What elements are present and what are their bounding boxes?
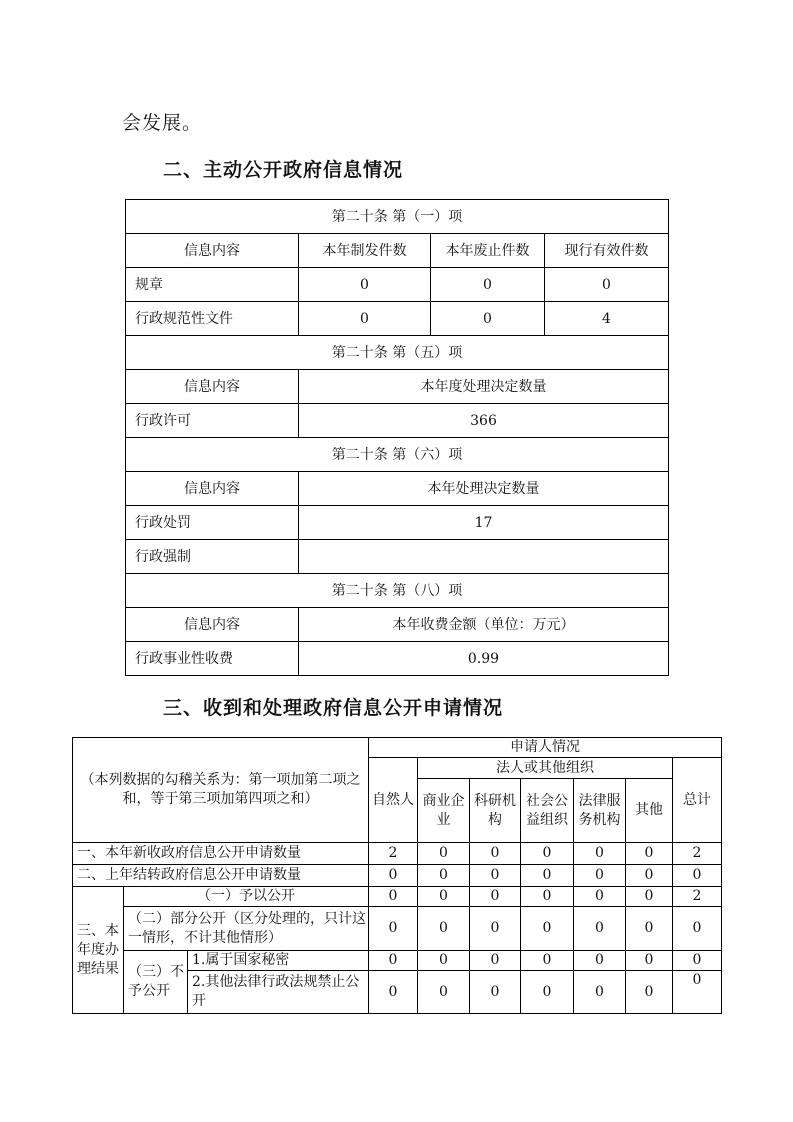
cell-value: 0 xyxy=(369,951,418,971)
cell-value: 0 xyxy=(470,907,521,951)
row-label: 行政事业性收费 xyxy=(126,642,299,676)
cell-value: 0 xyxy=(673,971,722,1014)
header-cell: 信息内容 xyxy=(126,608,299,642)
row-label: （一）予以公开 xyxy=(124,887,369,907)
cell-value: 17 xyxy=(299,506,669,540)
table-row xyxy=(126,268,669,302)
table-row xyxy=(126,642,669,676)
section-2-heading: 二、主动公开政府信息情况 xyxy=(163,159,404,181)
cell-value: 0 xyxy=(431,268,545,302)
application-table xyxy=(72,737,722,1014)
table-row xyxy=(73,865,722,887)
cell-value: 0 xyxy=(470,887,521,907)
cell-value: 4 xyxy=(545,302,669,336)
row-label: 行政强制 xyxy=(126,540,299,574)
cell-value: 0 xyxy=(369,865,418,887)
cell-value: 0 xyxy=(369,907,418,951)
org-header: 科研机构 xyxy=(470,779,521,843)
table-caption-row xyxy=(126,200,669,234)
table-row xyxy=(73,843,722,865)
table-caption-row xyxy=(126,438,669,472)
row-label: 一、本年新收政府信息公开申请数量 xyxy=(73,843,369,865)
cell-value: 0 xyxy=(470,971,521,1014)
header-cell: 信息内容 xyxy=(126,472,299,506)
org-header: 商业企业 xyxy=(418,779,470,843)
row-label: （二）部分公开（区分处理的，只计这一情形，不计其他情形） xyxy=(124,907,369,951)
cell-value: 0 xyxy=(574,843,626,865)
caption-art20-8: 第二十条 第（八）项 xyxy=(126,574,669,608)
cell-value xyxy=(299,540,669,574)
cell-value: 0 xyxy=(545,268,669,302)
table-caption-row xyxy=(126,336,669,370)
table-row xyxy=(126,404,669,438)
row-label: 2.其他法律行政法规禁止公开 xyxy=(188,971,369,1014)
cell-value: 0 xyxy=(470,951,521,971)
cell-value: 0 xyxy=(626,971,673,1014)
table-row xyxy=(73,907,722,951)
row-label: 行政规范性文件 xyxy=(126,302,299,336)
cell-value: 0 xyxy=(418,887,470,907)
cell-value: 366 xyxy=(299,404,669,438)
intro-text: 会发展。 xyxy=(122,112,203,134)
header-cell: 现行有效件数 xyxy=(545,234,669,268)
cell-value: 0 xyxy=(431,302,545,336)
cell-value: 0 xyxy=(574,951,626,971)
caption-art20-5: 第二十条 第（五）项 xyxy=(126,336,669,370)
cell-value: 0 xyxy=(470,865,521,887)
relation-note: （本列数据的勾稽关系为：第一项加第二项之和，等于第三项加第四项之和） xyxy=(73,738,369,843)
row-label: 规章 xyxy=(126,268,299,302)
row-label: 二、上年结转政府信息公开申请数量 xyxy=(73,865,369,887)
cell-value: 0 xyxy=(470,843,521,865)
cell-value: 0 xyxy=(673,865,722,887)
header-cell: 本年收费金额（单位：万元） xyxy=(299,608,669,642)
cell-value: 0 xyxy=(626,843,673,865)
header-cell: 本年度处理决定数量 xyxy=(299,370,669,404)
table-header-row xyxy=(126,370,669,404)
cell-value: 2 xyxy=(673,887,722,907)
cell-value: 0 xyxy=(574,887,626,907)
cell-value: 0 xyxy=(521,865,574,887)
table-header-row xyxy=(73,738,722,758)
table-caption-row xyxy=(126,574,669,608)
cell-value: 0 xyxy=(574,907,626,951)
proactive-disclosure-table xyxy=(125,199,669,676)
table-row xyxy=(73,887,722,907)
cell-value: 0 xyxy=(626,951,673,971)
applicant-header: 申请人情况 xyxy=(369,738,722,758)
cell-value: 0 xyxy=(673,907,722,951)
table-header-row xyxy=(126,608,669,642)
table-row xyxy=(126,540,669,574)
header-cell: 信息内容 xyxy=(126,370,299,404)
cell-value: 0 xyxy=(626,907,673,951)
header-cell: 本年处理决定数量 xyxy=(299,472,669,506)
cell-value: 0 xyxy=(369,971,418,1014)
total-header: 总计 xyxy=(673,758,722,843)
org-header: 社会公益组织 xyxy=(521,779,574,843)
cell-value: 0 xyxy=(626,865,673,887)
header-cell: 信息内容 xyxy=(126,234,299,268)
row-label: 1.属于国家秘密 xyxy=(188,951,369,971)
cell-value: 0 xyxy=(299,302,431,336)
cell-value: 0.99 xyxy=(299,642,669,676)
cell-value: 0 xyxy=(369,887,418,907)
row-label: 行政处罚 xyxy=(126,506,299,540)
cell-value: 0 xyxy=(521,971,574,1014)
cell-value: 0 xyxy=(418,907,470,951)
cell-value: 0 xyxy=(418,865,470,887)
caption-art20-1: 第二十条 第（一）项 xyxy=(126,200,669,234)
natural-person-header: 自然人 xyxy=(369,758,418,843)
cell-value: 2 xyxy=(673,843,722,865)
cell-value: 0 xyxy=(418,843,470,865)
cell-value: 0 xyxy=(418,951,470,971)
row-label: 行政许可 xyxy=(126,404,299,438)
header-cell: 本年制发件数 xyxy=(299,234,431,268)
cell-value: 0 xyxy=(673,951,722,971)
cell-value: 0 xyxy=(574,865,626,887)
cell-value: 0 xyxy=(626,887,673,907)
caption-art20-6: 第二十条 第（六）项 xyxy=(126,438,669,472)
cell-value: 0 xyxy=(521,843,574,865)
table-header-row xyxy=(126,472,669,506)
cell-value: 0 xyxy=(418,971,470,1014)
table-row xyxy=(126,506,669,540)
cell-value: 0 xyxy=(521,907,574,951)
header-cell: 本年废止件数 xyxy=(431,234,545,268)
section-3-heading: 三、收到和处理政府信息公开申请情况 xyxy=(163,697,504,719)
table-header-row xyxy=(126,234,669,268)
org-header: 其他 xyxy=(626,779,673,843)
table-row xyxy=(126,302,669,336)
cell-value: 0 xyxy=(299,268,431,302)
cell-value: 0 xyxy=(574,971,626,1014)
cell-value: 0 xyxy=(521,887,574,907)
result-label: 三、本年度办理结果 xyxy=(73,887,124,1014)
cell-value: 0 xyxy=(521,951,574,971)
table-row xyxy=(73,951,722,971)
cell-value: 2 xyxy=(369,843,418,865)
non-public-label: （三）不予公开 xyxy=(124,951,188,1014)
legal-group-header: 法人或其他组织 xyxy=(418,758,673,779)
org-header: 法律服务机构 xyxy=(574,779,626,843)
